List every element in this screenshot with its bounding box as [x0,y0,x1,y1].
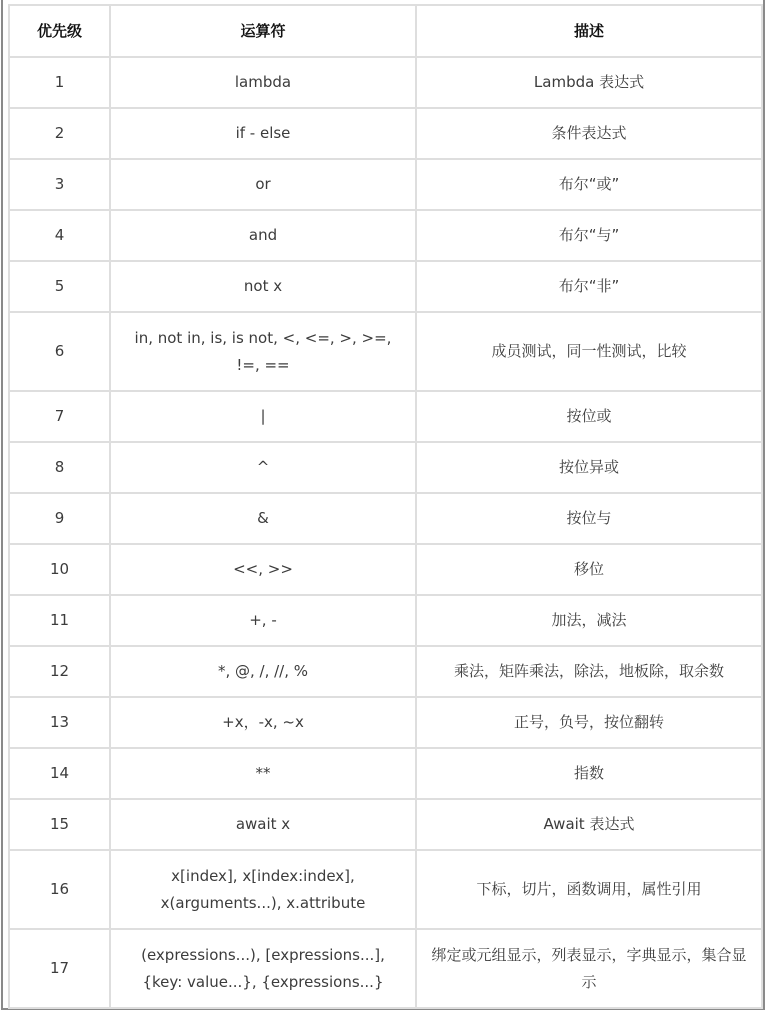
table-row [9,442,762,493]
table-row [9,493,762,544]
cell-operator: ** [110,748,416,799]
table-row [9,391,762,442]
cell-description: 布尔“与” [416,210,762,261]
cell-priority: 2 [9,108,110,159]
cell-description: 成员测试，同一性测试，比较 [416,312,762,391]
cell-description: Lambda 表达式 [416,57,762,108]
table-row [9,595,762,646]
cell-priority: 3 [9,159,110,210]
table-row [9,210,762,261]
cell-description: Await 表达式 [416,799,762,850]
cell-operator: *, @, /, //, % [110,646,416,697]
cell-priority: 15 [9,799,110,850]
cell-description: 正号，负号，按位翻转 [416,697,762,748]
cell-operator: in, not in, is, is not, <, <=, >, >=, !=, == [110,312,416,391]
cell-description: 加法，减法 [416,595,762,646]
cell-priority: 6 [9,312,110,391]
cell-description: 乘法，矩阵乘法，除法，地板除，取余数 [416,646,762,697]
cell-operator: & [110,493,416,544]
cell-priority: 7 [9,391,110,442]
cell-priority: 12 [9,646,110,697]
table-row [9,261,762,312]
cell-description: 条件表达式 [416,108,762,159]
cell-priority: 8 [9,442,110,493]
table-row [9,799,762,850]
table-row [9,544,762,595]
cell-operator: <<, >> [110,544,416,595]
cell-priority: 17 [9,929,110,1008]
cell-operator: x[index], x[index:index], x(arguments...), x.attribute [110,850,416,929]
table-row [9,697,762,748]
cell-priority: 11 [9,595,110,646]
table-row [9,312,762,391]
cell-description: 按位异或 [416,442,762,493]
table-row [9,748,762,799]
cell-operator: and [110,210,416,261]
cell-description: 按位与 [416,493,762,544]
cell-operator: | [110,391,416,442]
header-description: 描述 [416,5,762,57]
cell-operator: not x [110,261,416,312]
cell-priority: 16 [9,850,110,929]
cell-priority: 5 [9,261,110,312]
cell-priority: 4 [9,210,110,261]
cell-operator: if - else [110,108,416,159]
cell-description: 下标，切片，函数调用，属性引用 [416,850,762,929]
cell-priority: 10 [9,544,110,595]
cell-operator: ^ [110,442,416,493]
cell-operator: +, - [110,595,416,646]
cell-priority: 1 [9,57,110,108]
cell-operator: lambda [110,57,416,108]
cell-priority: 13 [9,697,110,748]
table-row [9,850,762,929]
table-header-row [9,5,762,57]
table-row [9,57,762,108]
header-operator: 运算符 [110,5,416,57]
table-row [9,108,762,159]
operator-precedence-table [8,4,763,1009]
cell-priority: 9 [9,493,110,544]
cell-description: 布尔“非” [416,261,762,312]
cell-operator: +x，-x, ~x [110,697,416,748]
table-row [9,929,762,1008]
cell-description: 按位或 [416,391,762,442]
table-row [9,159,762,210]
cell-description: 移位 [416,544,762,595]
cell-operator: (expressions...), [expressions...], {key: value...}, {expressions...} [110,929,416,1008]
cell-description: 指数 [416,748,762,799]
table-row [9,646,762,697]
header-priority: 优先级 [9,5,110,57]
cell-operator: await x [110,799,416,850]
cell-operator: or [110,159,416,210]
cell-description: 布尔“或” [416,159,762,210]
cell-priority: 14 [9,748,110,799]
cell-description: 绑定或元组显示，列表显示，字典显示，集合显示 [416,929,762,1008]
